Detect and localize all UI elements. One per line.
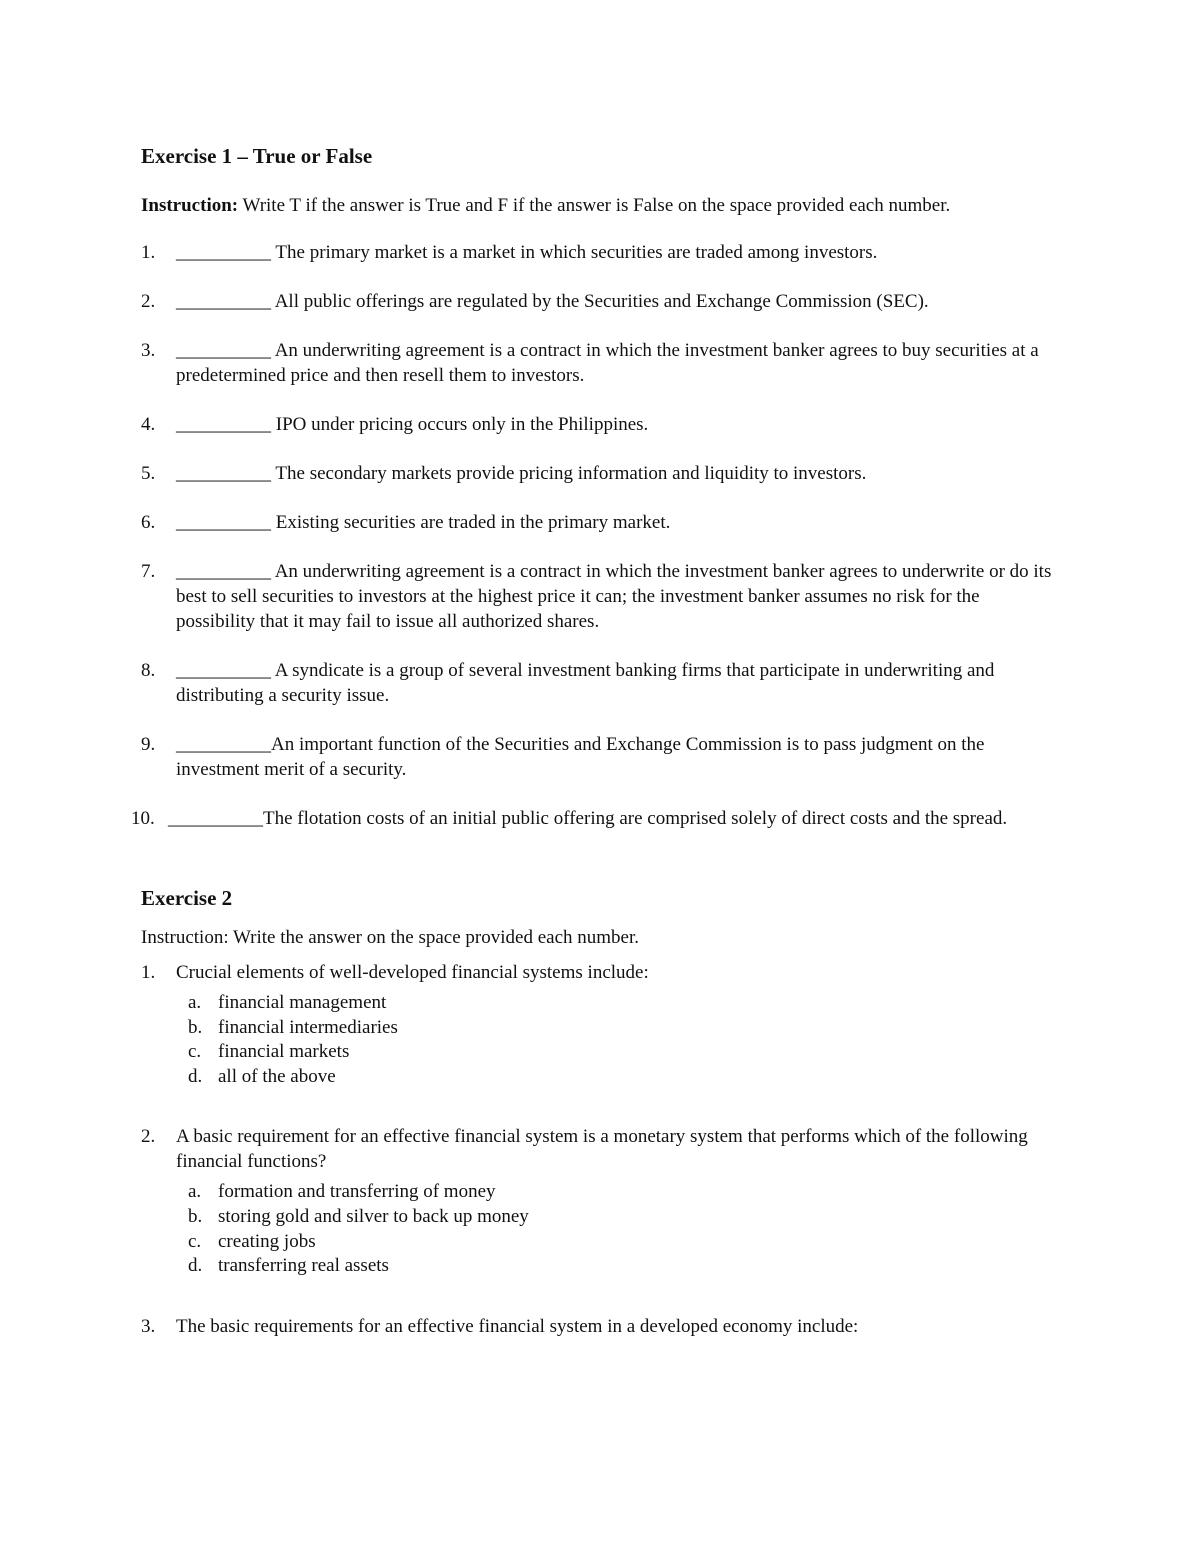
- mc-question-3: [141, 1314, 1061, 1339]
- exercise1-title: Exercise 1 – True or False: [141, 144, 373, 168]
- answer-blank[interactable]: __________: [168, 808, 263, 829]
- option-text: financial intermediaries: [218, 1016, 398, 1038]
- option-a[interactable]: [176, 1180, 1061, 1205]
- tf-item-text: Existing securities are traded in the primary market.: [271, 512, 671, 533]
- option-letter: c.: [188, 1041, 202, 1063]
- question-text: Crucial elements of well-developed financial systems include:: [176, 962, 649, 983]
- exercise1-instruction-text: Write T if the answer is True and F if the answer is False on the space provided each number.: [238, 195, 951, 216]
- option-text: financial management: [218, 992, 387, 1013]
- mc-question-2: [141, 1124, 1061, 1278]
- option-letter: a.: [188, 1181, 202, 1203]
- answer-blank[interactable]: __________: [176, 242, 271, 263]
- tf-item-10: [131, 806, 1061, 831]
- tf-item-text: All public offerings are regulated by the Securities and Exchange Commission (SEC).: [271, 291, 929, 312]
- tf-item-number: 1.: [141, 242, 156, 263]
- exercise2-instruction: Instruction: Write the answer on the space provided each number.: [141, 927, 639, 948]
- tf-item-9: [141, 732, 1061, 782]
- tf-item-text: An underwriting agreement is a contract in which the investment banker agrees to underwrite or do its best to sell securities to investors at the highest price it can; the investment banker assumes no risk for the possibility that it may fail to issue all authorized shares.: [176, 561, 1052, 632]
- question-text: The basic requirements for an effective financial system in a developed economy include:: [176, 1315, 859, 1337]
- option-d[interactable]: [176, 1065, 1061, 1090]
- answer-blank[interactable]: __________: [176, 660, 271, 681]
- mc-question-1: [141, 960, 1061, 1089]
- tf-item-3: [141, 338, 1061, 388]
- option-text: financial markets: [218, 1041, 350, 1063]
- option-a[interactable]: [176, 991, 1061, 1016]
- exercise2-list: [141, 960, 1061, 1339]
- option-list: [176, 1180, 1061, 1278]
- tf-item-number: 6.: [141, 512, 156, 533]
- tf-item-number: 8.: [141, 660, 156, 681]
- tf-item-number: 10.: [131, 808, 155, 829]
- option-letter: c.: [188, 1230, 202, 1252]
- answer-blank[interactable]: __________: [176, 340, 271, 361]
- option-b[interactable]: [176, 1016, 1061, 1041]
- option-letter: d.: [188, 1065, 203, 1087]
- tf-item-text: IPO under pricing occurs only in the Philippines.: [271, 414, 649, 435]
- tf-item-number: 2.: [141, 291, 156, 312]
- question-number: 2.: [141, 1126, 156, 1148]
- option-c[interactable]: [176, 1040, 1061, 1065]
- exercise1-list: [131, 240, 1061, 831]
- option-text: all of the above: [218, 1065, 336, 1087]
- option-b[interactable]: [176, 1205, 1061, 1230]
- option-letter: a.: [188, 992, 202, 1013]
- tf-item-number: 9.: [141, 734, 156, 755]
- document-page: [131, 140, 1061, 1374]
- answer-blank[interactable]: __________: [176, 291, 271, 312]
- answer-blank[interactable]: __________: [176, 463, 271, 484]
- tf-item-8: [141, 658, 1061, 708]
- option-letter: b.: [188, 1016, 203, 1038]
- tf-item-number: 3.: [141, 340, 156, 361]
- tf-item-1: [141, 240, 1061, 265]
- question-number: 1.: [141, 962, 156, 983]
- option-c[interactable]: [176, 1230, 1061, 1255]
- answer-blank[interactable]: __________: [176, 414, 271, 435]
- exercise1-instruction-label: Instruction:: [141, 195, 239, 216]
- answer-blank[interactable]: __________: [176, 561, 271, 582]
- answer-blank[interactable]: __________: [176, 734, 271, 755]
- option-list: [176, 991, 1061, 1089]
- tf-item-5: [141, 461, 1061, 486]
- tf-item-text: An underwriting agreement is a contract in which the investment banker agrees to buy securities at a predetermined price and then resell them to investors.: [176, 340, 1039, 386]
- option-text: creating jobs: [218, 1230, 316, 1252]
- tf-item-number: 7.: [141, 561, 156, 582]
- option-text: transferring real assets: [218, 1255, 389, 1277]
- tf-item-6: [141, 510, 1061, 535]
- tf-item-text: The secondary markets provide pricing information and liquidity to investors.: [271, 463, 867, 484]
- tf-item-number: 5.: [141, 463, 156, 484]
- answer-blank[interactable]: __________: [176, 512, 271, 533]
- option-letter: d.: [188, 1255, 203, 1277]
- tf-item-text: A syndicate is a group of several investment banking firms that participate in underwriting and distributing a security issue.: [176, 660, 995, 706]
- tf-item-number: 4.: [141, 414, 156, 435]
- tf-item-text: The flotation costs of an initial public offering are comprised solely of direct costs and the spread.: [263, 808, 1008, 829]
- tf-item-2: [141, 289, 1061, 314]
- option-d[interactable]: [176, 1254, 1061, 1279]
- exercise2-title: Exercise 2: [141, 886, 233, 910]
- option-text: formation and transferring of money: [218, 1181, 496, 1203]
- tf-item-text: The primary market is a market in which securities are traded among investors.: [271, 242, 878, 263]
- question-number: 3.: [141, 1315, 156, 1337]
- tf-item-text: An important function of the Securities and Exchange Commission is to pass judgment on the investment merit of a security.: [176, 734, 985, 780]
- exercise1-instruction: [141, 193, 1061, 218]
- tf-item-4: [141, 412, 1061, 437]
- question-text: A basic requirement for an effective financial system is a monetary system that performs which of the following financial functions?: [176, 1126, 1028, 1173]
- tf-item-7: [141, 559, 1061, 634]
- option-letter: b.: [188, 1205, 203, 1227]
- option-text: storing gold and silver to back up money: [218, 1205, 529, 1227]
